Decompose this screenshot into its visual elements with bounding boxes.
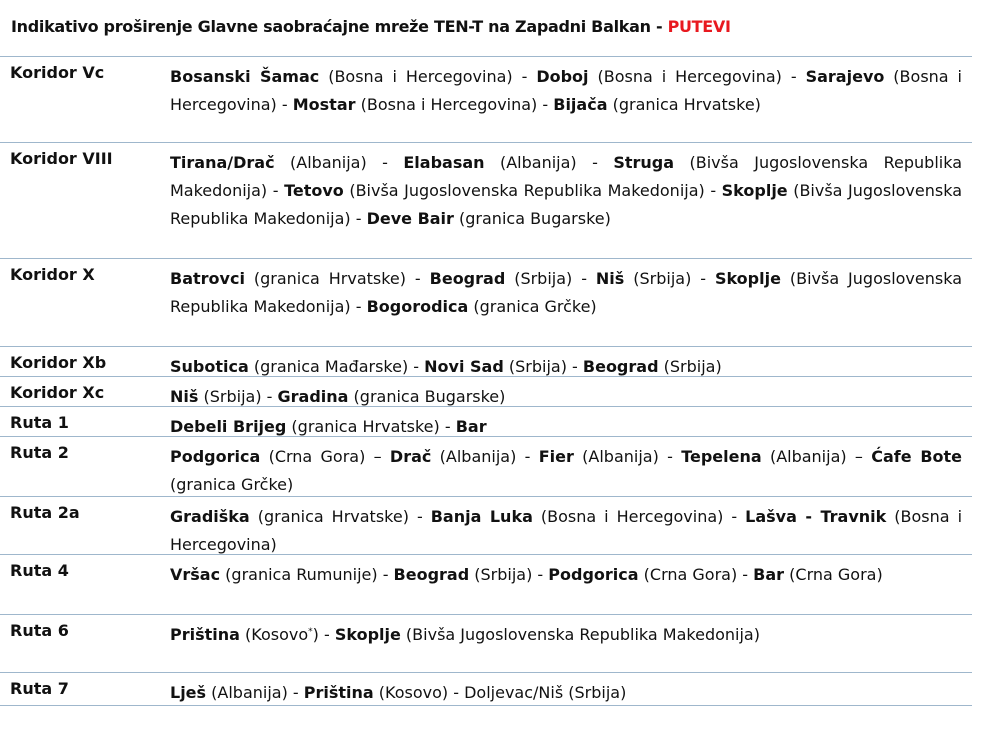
route-text: (granica Mađarske) - [248,357,425,376]
table-row [0,614,972,672]
footnote-marker: * [308,627,313,637]
route-text: (Bosna i Hercegovina) - [532,507,746,526]
route-text: (granica Grčke) [170,475,294,494]
corridor-table [0,56,972,731]
route-text: (Srbija) - [198,387,278,406]
route-text: (Srbija) [658,357,722,376]
table-row [0,346,972,376]
city-name: Elabasan [403,153,485,172]
route-text: (granica Grčke) [468,297,597,316]
route-text: (Bivša Jugoslovenska Republika Makedonija) - [170,269,963,316]
route-text: (Bivša Jugoslovenska Republika Makedonija) - [170,153,963,200]
city-name: Banja Luka [430,507,533,526]
city-name: Subotica [170,357,249,376]
route-text: (granica Hrvatske) - [249,507,431,526]
table-bottom-rule [0,705,972,706]
route-description [170,679,962,707]
route-text: (Crna Gora) – [260,447,390,466]
route-text: ) - [312,625,335,644]
route-text: (Srbija) - [503,357,583,376]
route-text: (Bivša Jugoslovenska Republika Makedonija) - [343,181,722,200]
route-text: (Crna Gora) [784,565,883,584]
city-name: Tepelena [681,447,762,466]
table-row [0,376,972,406]
city-name: Deve Bair [366,209,454,228]
route-description [170,443,962,499]
city-name: Debeli Brijeg [170,417,287,436]
route-label: Ruta 2 [10,443,69,462]
route-description [170,561,962,589]
city-name: Priština [303,683,374,702]
city-name: Lješ [170,683,207,702]
route-label: Koridor VIII [10,149,113,168]
city-name: Bogorodica [366,297,469,316]
table-row [0,672,972,731]
route-text: (granica Hrvatske) - [286,417,456,436]
route-text: (Bosna i Hercegovina) [170,507,963,554]
city-name: Niš [170,387,199,406]
route-text: (Kosovo) - Doljevac/Niš (Srbija) [373,683,627,702]
page-title [11,17,731,36]
route-text: (Albanija) - [573,447,682,466]
route-text: (Albanija) - [206,683,304,702]
city-name: Ćafe Bote [871,447,963,466]
route-text: (granica Hrvatske) [607,95,761,114]
city-name: Skoplje [334,625,401,644]
city-name: Priština [170,625,240,644]
route-text: (Bosna i Hercegovina) - [170,67,962,114]
route-label: Ruta 4 [10,561,69,580]
city-name: Skoplje [714,269,781,288]
table-row [0,56,972,142]
city-name: Bar [455,417,487,436]
route-description [170,265,962,321]
city-name: Podgorica [170,447,261,466]
city-name: Fier [538,447,574,466]
city-name: Bijača [553,95,608,114]
table-row [0,258,972,346]
route-text: (Albanija) - [274,153,404,172]
route-text: (Albanija) - [431,447,539,466]
route-text: (Bosna i Hercegovina) - [319,67,537,86]
route-label: Koridor Vc [10,63,105,82]
route-description [170,63,962,119]
city-name: Drač [389,447,432,466]
city-name: Doboj [536,67,589,86]
city-name: Skoplje [721,181,788,200]
route-description [170,621,962,649]
route-text: (Srbija) - [505,269,596,288]
route-label: Koridor Xc [10,383,105,402]
city-name: Gradiška [170,507,250,526]
route-text: (Srbija) - [469,565,549,584]
route-text: (Kosovo [239,625,309,644]
route-label: Koridor X [10,265,95,284]
title-main: Indikativo proširenje Glavne saobraćajne mreže TEN-T na Zapadni Balkan - [11,17,668,36]
table-row [0,406,972,436]
city-name: Beograd [393,565,470,584]
route-label: Ruta 2a [10,503,80,522]
table-row [0,554,972,614]
route-text: (granica Hrvatske) - [244,269,430,288]
city-name: Sarajevo [805,67,885,86]
route-text: (Bivša Jugoslovenska Republika Makedonija) - [170,181,962,228]
route-text: (granica Bugarske) [453,209,611,228]
city-name: Novi Sad [424,357,504,376]
route-text: (Bosna i Hercegovina) - [588,67,806,86]
city-name: Beograd [582,357,659,376]
route-text: (granica Bugarske) [348,387,506,406]
city-name: Lašva - Travnik [745,507,887,526]
city-name: Mostar [292,95,356,114]
route-description [170,149,962,233]
city-name: Bar [753,565,785,584]
route-text: (Albanija) - [484,153,614,172]
city-name: Struga [613,153,675,172]
route-label: Koridor Xb [10,353,107,372]
route-text: (granica Rumunije) - [220,565,394,584]
city-name: Vršac [170,565,221,584]
city-name: Niš [595,269,625,288]
city-name: Gradina [277,387,349,406]
city-name: Beograd [429,269,506,288]
route-text: (Crna Gora) - [638,565,754,584]
city-name: Podgorica [548,565,639,584]
route-text: (Bosna i Hercegovina) - [355,95,554,114]
route-label: Ruta 7 [10,679,69,698]
route-text: (Srbija) - [624,269,715,288]
route-label: Ruta 6 [10,621,69,640]
route-text: (Bivša Jugoslovenska Republika Makedonija) [400,625,760,644]
table-row [0,142,972,258]
city-name: Batrovci [170,269,245,288]
city-name: Tirana/Drač [170,153,275,172]
city-name: Tetovo [284,181,344,200]
route-description [170,503,962,559]
table-row [0,496,972,554]
route-text: (Albanija) – [761,447,872,466]
title-accent: PUTEVI [667,17,731,36]
route-label: Ruta 1 [10,413,69,432]
table-row [0,436,972,496]
city-name: Bosanski Šamac [170,67,320,86]
